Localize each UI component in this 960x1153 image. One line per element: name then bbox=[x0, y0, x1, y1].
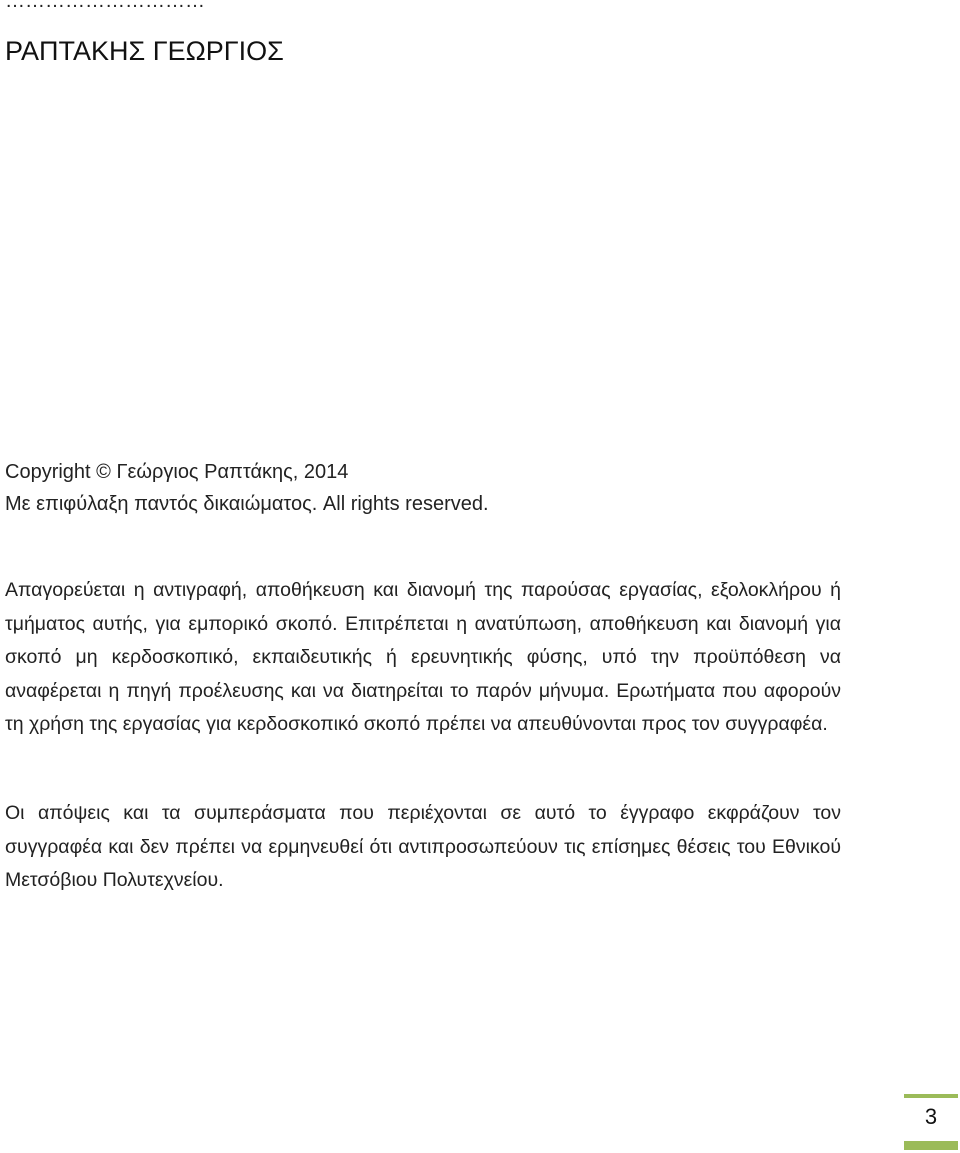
header-dots: ………………………… bbox=[5, 0, 205, 12]
rights-line: Με επιφύλαξη παντός δικαιώματος. All rights reserved. bbox=[5, 493, 489, 515]
page-number-box bbox=[904, 1094, 958, 1150]
usage-terms-paragraph: Απαγορεύεται η αντιγραφή, αποθήκευση και διανομή της παρούσας εργασίας, εξολοκλήρου ή τμήματος αυτής, για εμπορικό σκοπό. Επιτρέπεται η ανατύπωση, αποθήκευση και διανομή για σκοπό μη κερδοσκοπικό, εκπαιδευτικής ή ερευνητικής φύσης, υπό την προϋπόθεση να αναφέρεται η πηγή προέλευσης και να διατηρείται το παρόν μήνυμα. Ερωτήματα που αφορούν τη χρήση της εργασίας για κερδοσκοπικό σκοπό πρέπει να απευθύνονται προς τον συγγραφέα. bbox=[5, 579, 841, 736]
copyright-line: Copyright © Γεώργιος Ραπτάκης, 2014 bbox=[5, 461, 349, 483]
disclaimer-paragraph: Οι απόψεις και τα συμπεράσματα που περιέχονται σε αυτό το έγγραφο εκφράζουν τον συγγραφέα και δεν πρέπει να ερμηνευθεί ότι αντιπροσωπεύουν τις επίσημες θέσεις του Εθνικού Μετσόβιου Πολυτεχνείου. bbox=[5, 802, 841, 892]
author-name: ΡΑΠΤΑΚΗΣ ΓΕΩΡΓΙΟΣ bbox=[5, 36, 284, 66]
copyright-block bbox=[5, 456, 905, 520]
page-number: 3 bbox=[924, 1104, 938, 1129]
